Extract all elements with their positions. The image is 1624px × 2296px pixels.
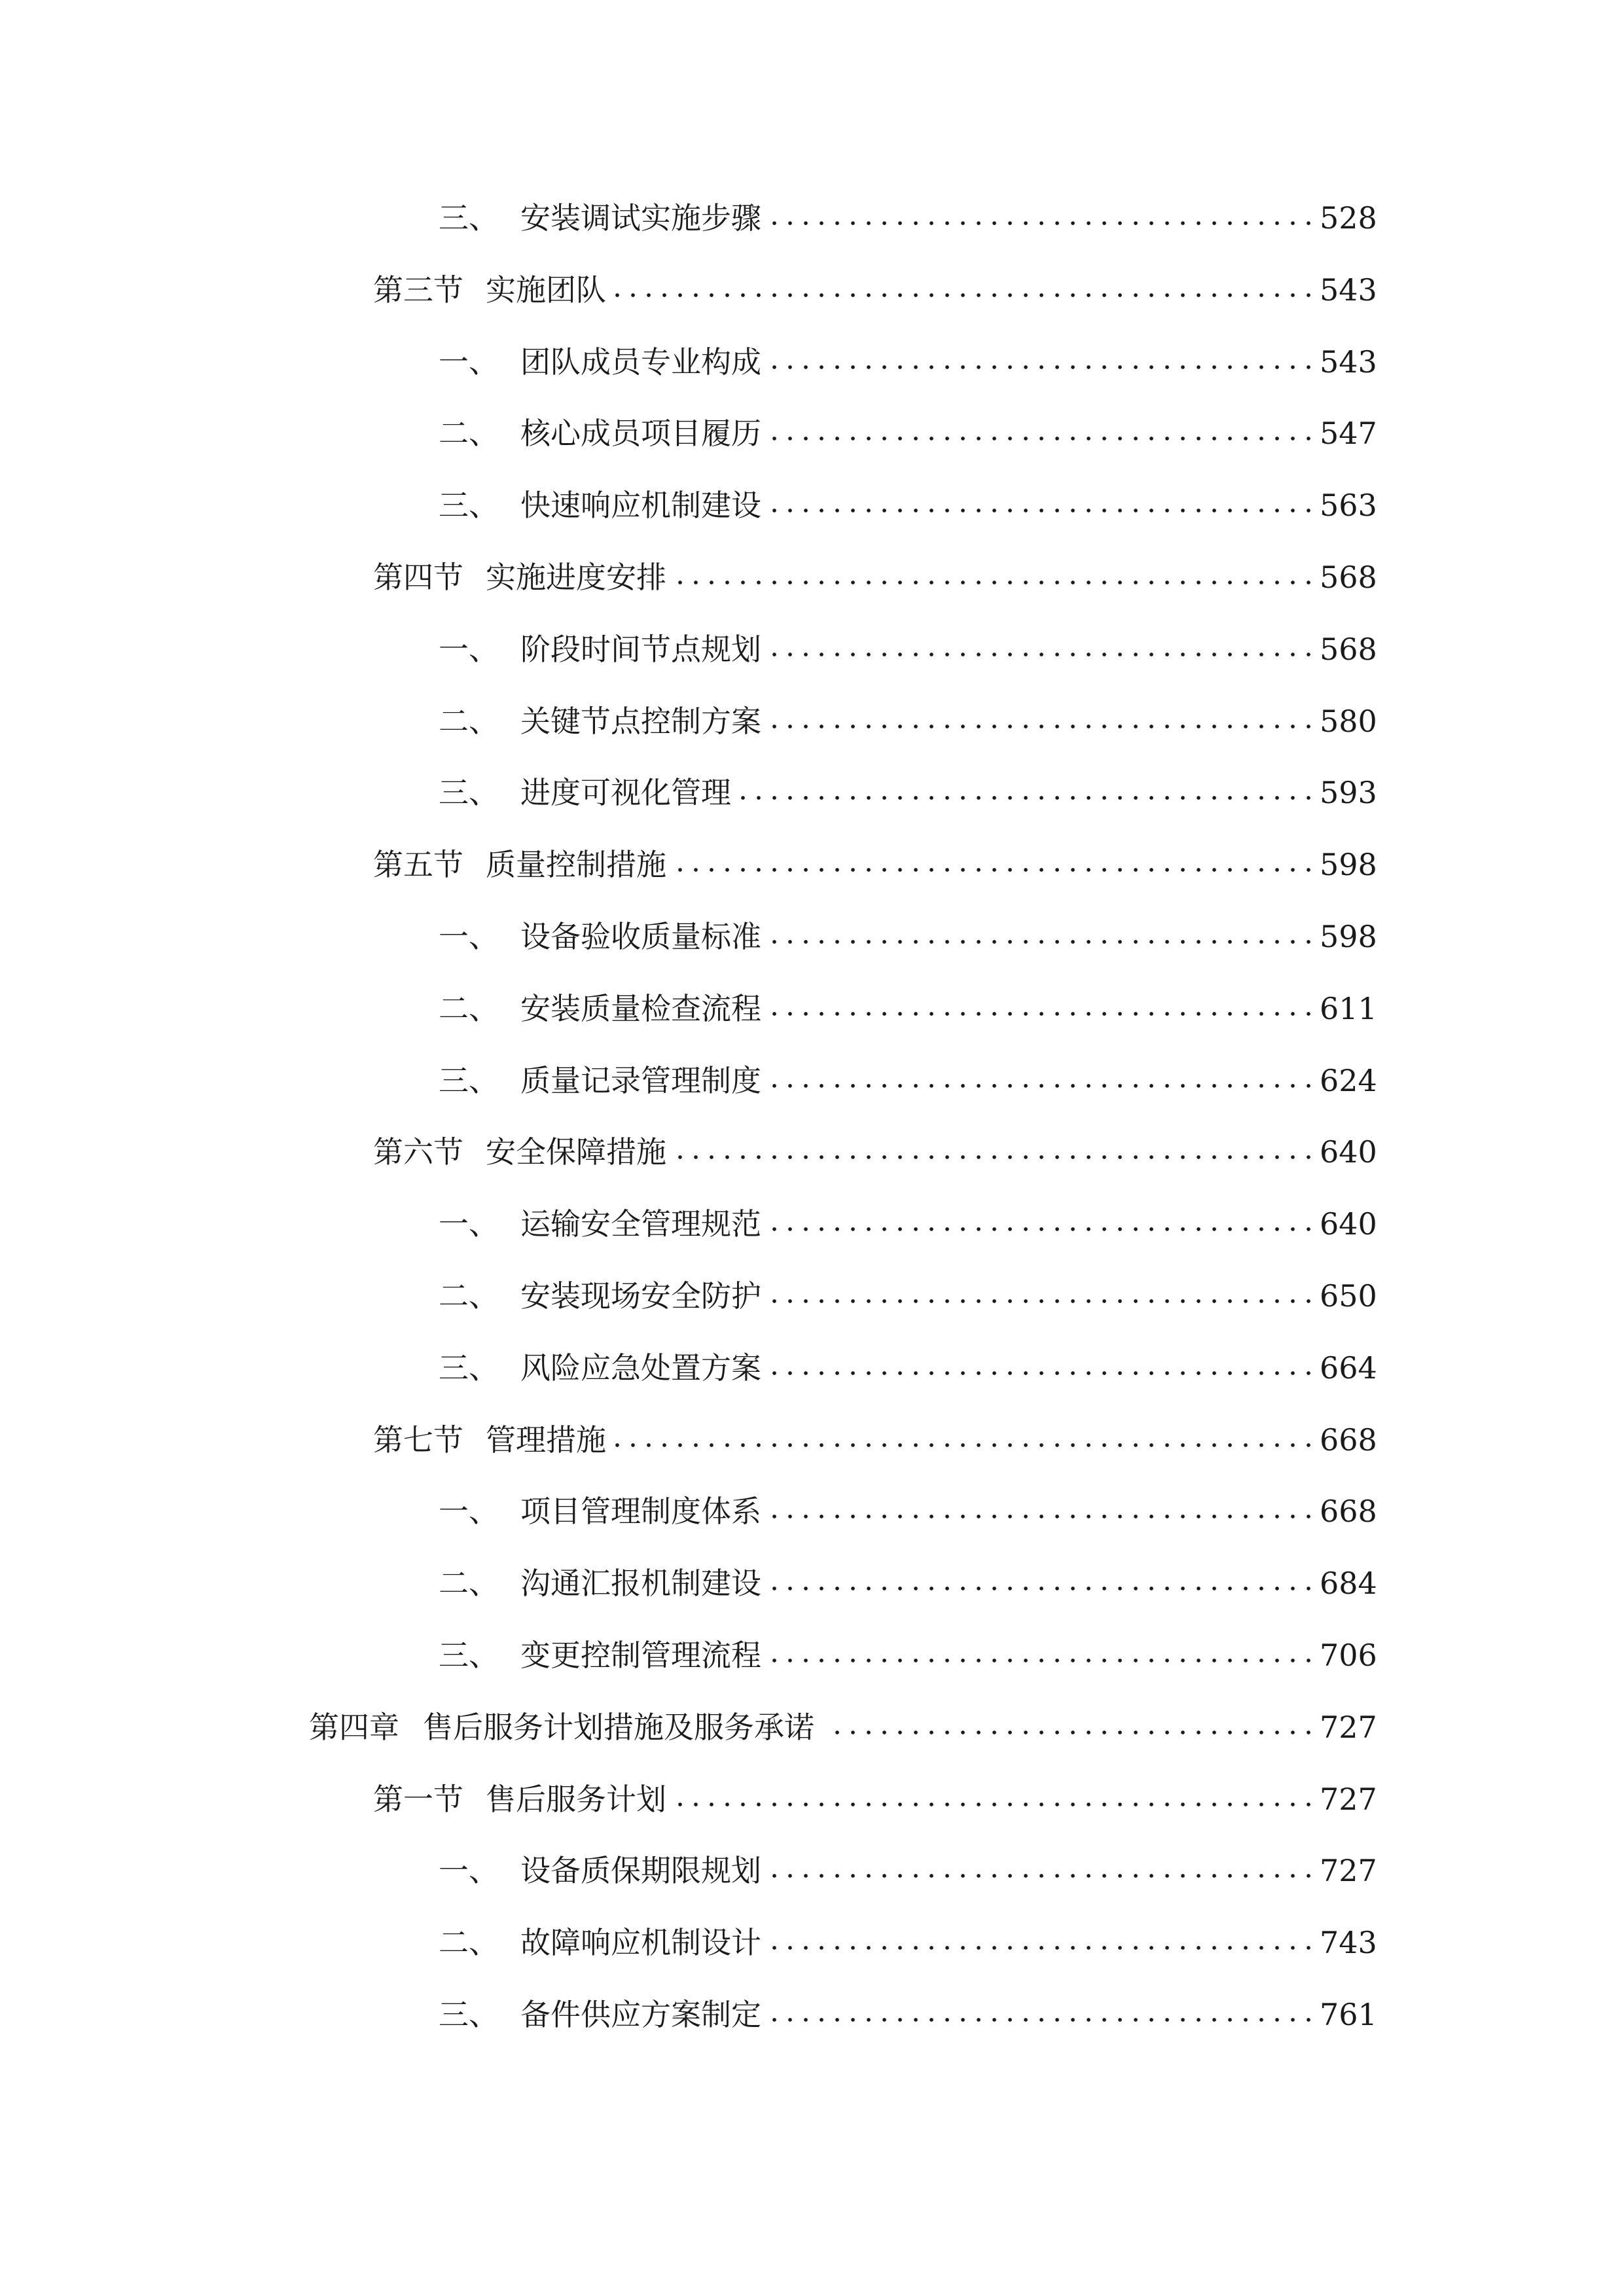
toc-entry-number: 三、 bbox=[439, 1638, 499, 1673]
toc-entry-title: 核心成员项目履历 bbox=[520, 416, 761, 451]
toc-entry-page: 598 bbox=[1320, 919, 1377, 954]
toc-entry-title: 实施团队 bbox=[486, 272, 606, 308]
toc-entry-page: 568 bbox=[1320, 632, 1377, 667]
toc-entry-page: 727 bbox=[1320, 1782, 1377, 1817]
toc-dot-leader bbox=[676, 1802, 1316, 1807]
toc-entry-number: 二、 bbox=[439, 991, 499, 1026]
toc-entry-title: 备件供应方案制定 bbox=[520, 1997, 761, 2032]
toc-entry-title: 安全保障措施 bbox=[486, 1134, 666, 1170]
toc-dot-leader bbox=[676, 867, 1316, 872]
toc-entry-title: 关键节点控制方案 bbox=[520, 704, 761, 739]
toc-entry-number: 三、 bbox=[439, 775, 499, 810]
toc-entry-page: 743 bbox=[1320, 1925, 1377, 1960]
toc-entry-title: 管理措施 bbox=[486, 1422, 606, 1458]
toc-entry-page: 761 bbox=[1320, 1997, 1377, 2032]
toc-entry-page: 547 bbox=[1320, 416, 1377, 451]
toc-dot-leader bbox=[770, 436, 1316, 441]
toc-dot-leader bbox=[823, 1730, 1316, 1735]
toc-entry[interactable] bbox=[0, 1485, 1624, 1537]
toc-entry[interactable] bbox=[0, 1054, 1624, 1107]
toc-entry[interactable] bbox=[0, 982, 1624, 1035]
toc-entry-number: 一、 bbox=[439, 1494, 499, 1529]
toc-entry-number: 一、 bbox=[439, 344, 499, 380]
toc-entry-number: 三、 bbox=[439, 488, 499, 523]
toc-entry-number: 三、 bbox=[439, 1350, 499, 1386]
toc-dot-leader bbox=[770, 2017, 1316, 2022]
toc-dot-leader bbox=[676, 580, 1316, 585]
toc-entry-page: 668 bbox=[1320, 1422, 1377, 1458]
toc-entry-page: 684 bbox=[1320, 1566, 1377, 1601]
toc-entry-page: 563 bbox=[1320, 488, 1377, 523]
toc-entry[interactable] bbox=[0, 1342, 1624, 1394]
toc-entry-title: 快速响应机制建设 bbox=[520, 488, 761, 523]
toc-entry-page: 580 bbox=[1320, 704, 1377, 739]
toc-entry-title: 设备验收质量标准 bbox=[520, 919, 761, 954]
toc-entry-number: 一、 bbox=[439, 1853, 499, 1888]
toc-entry-page: 706 bbox=[1320, 1638, 1377, 1673]
toc-dot-leader bbox=[770, 365, 1316, 370]
toc-dot-leader bbox=[770, 1011, 1316, 1016]
toc-dot-leader bbox=[615, 293, 1316, 298]
toc-dot-leader bbox=[770, 508, 1316, 513]
toc-entry-page: 650 bbox=[1320, 1278, 1377, 1314]
toc-entry[interactable] bbox=[0, 407, 1624, 459]
toc-entry-title: 团队成员专业构成 bbox=[520, 344, 761, 380]
toc-entry-title: 故障响应机制设计 bbox=[520, 1925, 761, 1960]
toc-dot-leader bbox=[770, 1945, 1316, 1950]
toc-entry-number: 三、 bbox=[439, 200, 499, 236]
toc-entry[interactable] bbox=[0, 479, 1624, 531]
toc-entry-page: 727 bbox=[1320, 1853, 1377, 1888]
toc-entry[interactable] bbox=[0, 1270, 1624, 1322]
toc-entry-page: 598 bbox=[1320, 847, 1377, 882]
toc-entry[interactable] bbox=[0, 1629, 1624, 1681]
toc-entry[interactable] bbox=[0, 623, 1624, 675]
toc-entry-number: 第七节 bbox=[373, 1422, 463, 1458]
toc-entry-page: 543 bbox=[1320, 272, 1377, 308]
toc-entry-number: 二、 bbox=[439, 1925, 499, 1960]
toc-dot-leader bbox=[740, 795, 1316, 800]
toc-entry[interactable] bbox=[0, 1557, 1624, 1609]
toc-dot-leader bbox=[770, 1299, 1316, 1304]
toc-entry-number: 第一节 bbox=[373, 1782, 463, 1817]
toc-entry-title: 售后服务计划措施及服务承诺 bbox=[423, 1710, 814, 1745]
toc-entry-page: 668 bbox=[1320, 1494, 1377, 1529]
toc-entry[interactable] bbox=[0, 838, 1624, 891]
toc-entry-page: 640 bbox=[1320, 1206, 1377, 1242]
toc-entry-page: 624 bbox=[1320, 1063, 1377, 1098]
toc-dot-leader bbox=[770, 1083, 1316, 1088]
toc-entry-number: 二、 bbox=[439, 1566, 499, 1601]
toc-entry-title: 设备质保期限规划 bbox=[520, 1853, 761, 1888]
toc-entry-title: 质量控制措施 bbox=[486, 847, 666, 882]
toc-entry-title: 安装现场安全防护 bbox=[520, 1278, 761, 1314]
toc-entry-number: 三、 bbox=[439, 1063, 499, 1098]
toc-dot-leader bbox=[770, 939, 1316, 944]
toc-dot-leader bbox=[770, 1227, 1316, 1232]
toc-entry-page: 593 bbox=[1320, 775, 1377, 810]
toc-entry[interactable] bbox=[0, 1916, 1624, 1969]
toc-dot-leader bbox=[615, 1443, 1316, 1448]
toc-entry-title: 项目管理制度体系 bbox=[520, 1494, 761, 1529]
toc-entry-number: 二、 bbox=[439, 416, 499, 451]
toc-entry-page: 640 bbox=[1320, 1134, 1377, 1170]
toc-entry-title: 变更控制管理流程 bbox=[520, 1638, 761, 1673]
toc-entry[interactable] bbox=[0, 192, 1624, 244]
toc-dot-leader bbox=[770, 1586, 1316, 1591]
toc-entry-page: 543 bbox=[1320, 344, 1377, 380]
toc-dot-leader bbox=[770, 1514, 1316, 1519]
toc-entry-number: 第四节 bbox=[373, 560, 463, 595]
toc-dot-leader bbox=[770, 1371, 1316, 1376]
toc-entry-number: 一、 bbox=[439, 919, 499, 954]
toc-entry-number: 第五节 bbox=[373, 847, 463, 882]
toc-entry-page: 528 bbox=[1320, 200, 1377, 236]
toc-entry[interactable] bbox=[0, 264, 1624, 316]
toc-dot-leader bbox=[770, 1873, 1316, 1878]
toc-entry-page: 568 bbox=[1320, 560, 1377, 595]
toc-entry-title: 售后服务计划 bbox=[486, 1782, 666, 1817]
toc-dot-leader bbox=[770, 652, 1316, 657]
toc-entry-title: 沟通汇报机制建设 bbox=[520, 1566, 761, 1601]
toc-dot-leader bbox=[770, 724, 1316, 729]
toc-entry[interactable] bbox=[0, 1988, 1624, 2041]
toc-entry-title: 运输安全管理规范 bbox=[520, 1206, 761, 1242]
toc-entry-number: 二、 bbox=[439, 1278, 499, 1314]
toc-entry[interactable] bbox=[0, 1198, 1624, 1250]
toc-entry-number: 第六节 bbox=[373, 1134, 463, 1170]
toc-entry[interactable] bbox=[0, 910, 1624, 963]
toc-dot-leader bbox=[676, 1155, 1316, 1160]
toc-entry[interactable] bbox=[0, 1414, 1624, 1466]
toc-entry[interactable] bbox=[0, 1126, 1624, 1178]
toc-entry[interactable] bbox=[0, 1701, 1624, 1753]
toc-entry-title: 质量记录管理制度 bbox=[520, 1063, 761, 1098]
toc-entry[interactable] bbox=[0, 695, 1624, 747]
toc-entry-title: 实施进度安排 bbox=[486, 560, 666, 595]
toc-entry-page: 664 bbox=[1320, 1350, 1377, 1386]
toc-dot-leader bbox=[770, 221, 1316, 226]
toc-entry-title: 安装调试实施步骤 bbox=[520, 200, 761, 236]
toc-entry-title: 风险应急处置方案 bbox=[520, 1350, 761, 1386]
toc-entry-number: 第四章 bbox=[309, 1710, 399, 1745]
toc-entry-page: 611 bbox=[1320, 991, 1377, 1026]
toc-entry[interactable] bbox=[0, 766, 1624, 819]
toc-entry-number: 一、 bbox=[439, 1206, 499, 1242]
toc-entry-number: 第三节 bbox=[373, 272, 463, 308]
toc-entry-number: 一、 bbox=[439, 632, 499, 667]
toc-entry[interactable] bbox=[0, 336, 1624, 388]
toc-entry-title: 安装质量检查流程 bbox=[520, 991, 761, 1026]
toc-entry-title: 阶段时间节点规划 bbox=[520, 632, 761, 667]
toc-entry[interactable] bbox=[0, 1773, 1624, 1825]
toc-entry-page: 727 bbox=[1320, 1710, 1377, 1745]
toc-entry[interactable] bbox=[0, 1844, 1624, 1897]
toc-dot-leader bbox=[770, 1658, 1316, 1663]
toc-entry-title: 进度可视化管理 bbox=[520, 775, 731, 810]
toc-entry[interactable] bbox=[0, 551, 1624, 603]
toc-entry-number: 三、 bbox=[439, 1997, 499, 2032]
toc-entry-number: 二、 bbox=[439, 704, 499, 739]
